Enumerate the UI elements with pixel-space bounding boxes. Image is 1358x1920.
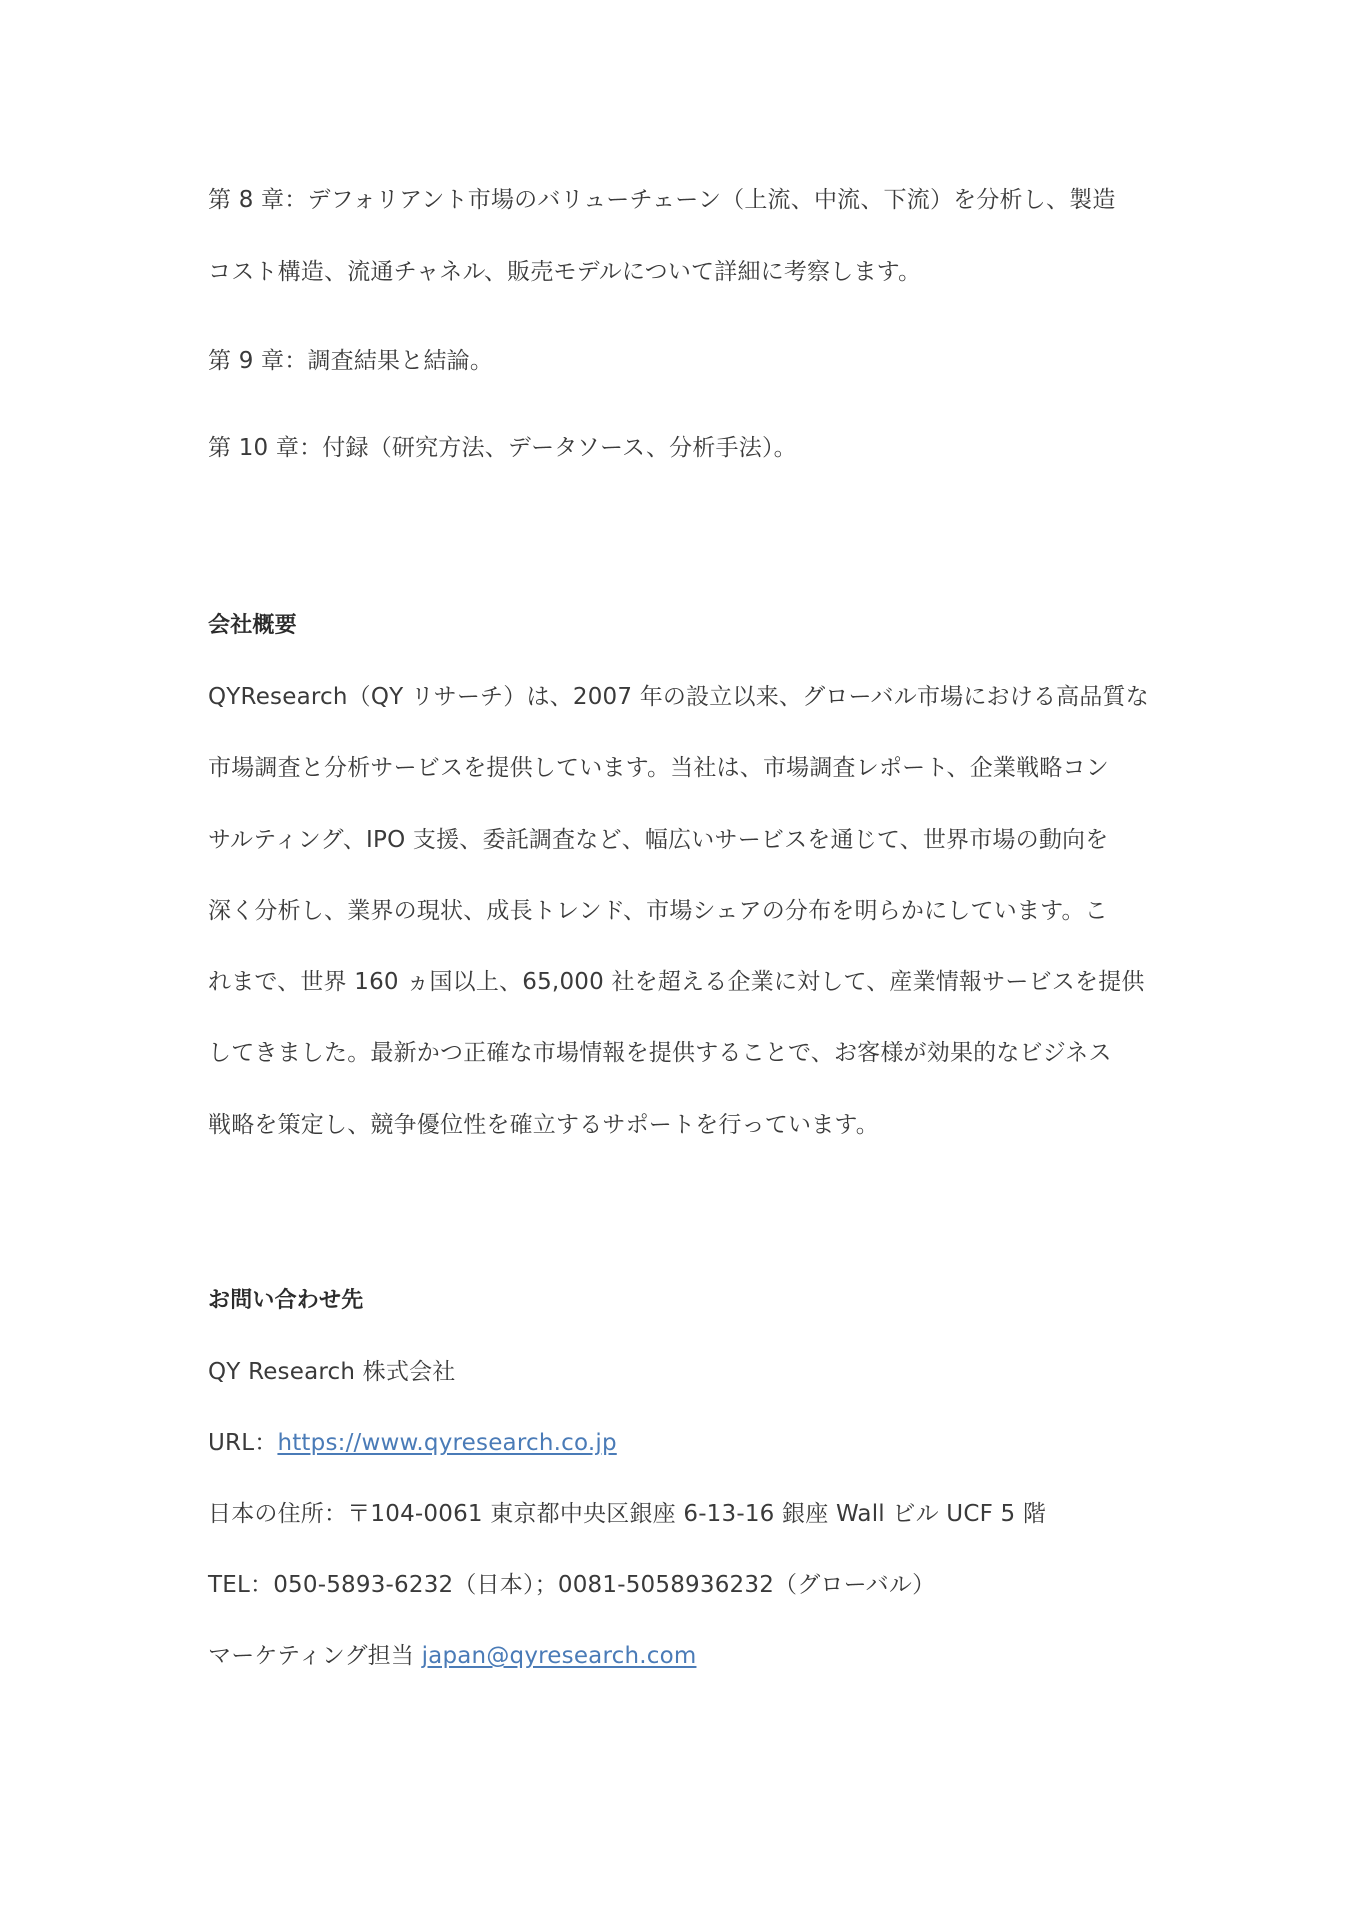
chapter-8-line-2: コスト構造、流通チャネル、販売モデルについて詳細に考察します。 <box>208 259 922 285</box>
website-link[interactable]: https://www.qyresearch.co.jp <box>277 1430 617 1456</box>
contact-address: 日本の住所：〒104-0061 東京都中央区銀座 6-13-16 銀座 Wall ビル UCF 5 階 <box>208 1501 1047 1527</box>
contact-tel: TEL：050-5893-6232（日本）；0081-5058936232（グローバル） <box>208 1572 936 1598</box>
company-overview-heading: 会社概要 <box>208 613 297 638</box>
company-paragraph-line: 戦略を策定し、競争優位性を確立するサポートを行っています。 <box>208 1112 879 1138</box>
contact-url-row <box>208 1428 617 1458</box>
url-label: URL： <box>208 1430 278 1456</box>
chapter-8-line-1: 第 8 章：デフォリアント市場のバリューチェーン（上流、中流、下流）を分析し、製造 <box>208 187 1116 213</box>
company-paragraph-line: 深く分析し、業界の現状、成長トレンド、市場シェアの分布を明らかにしています。こ <box>208 898 1108 924</box>
company-paragraph-line: してきました。最新かつ正確な市場情報を提供することで、お客様が効果的なビジネス <box>208 1040 1112 1066</box>
company-paragraph-line: 市場調査と分析サービスを提供しています。当社は、市場調査レポート、企業戦略コン <box>208 755 1109 781</box>
contact-heading: お問い合わせ先 <box>208 1288 364 1313</box>
company-paragraph-line: QYResearch（QY リサーチ）は、2007 年の設立以来、グローバル市場における高品質な <box>208 684 1149 710</box>
chapter-9: 第 9 章：調査結果と結論。 <box>208 348 494 374</box>
contact-company-name: QY Research 株式会社 <box>208 1359 456 1385</box>
marketing-label: マーケティング担当 <box>208 1643 422 1669</box>
email-link[interactable]: japan@qyresearch.com <box>421 1643 697 1669</box>
contact-email-row <box>208 1641 696 1671</box>
company-paragraph-line: サルティング、IPO 支援、委託調査など、幅広いサービスを通じて、世界市場の動向を <box>208 827 1109 853</box>
chapter-10: 第 10 章：付録（研究方法、データソース、分析手法）。 <box>208 435 797 461</box>
company-paragraph-line: れまで、世界 160 ヵ国以上、65,000 社を超える企業に対して、産業情報サービスを提供 <box>208 969 1145 995</box>
